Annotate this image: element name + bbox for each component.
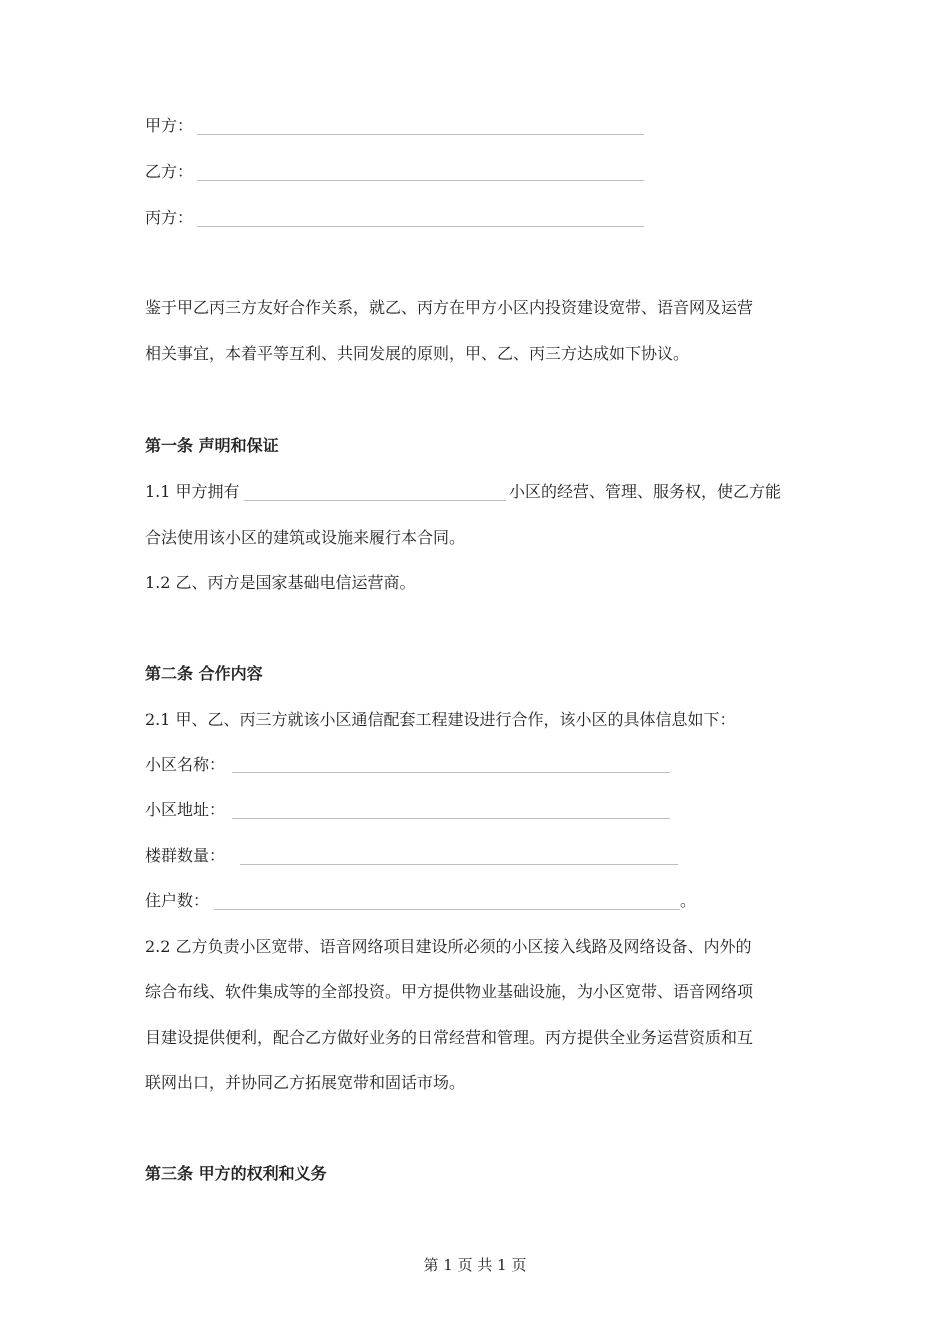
clause-2-2-line-1: 2.2 乙方负责小区宽带、语音网络项目建设所必须的小区接入线路及网络设备、内外的 bbox=[145, 937, 752, 956]
community-name-field[interactable] bbox=[232, 772, 670, 773]
party-b-blank[interactable] bbox=[197, 180, 644, 181]
clause-1-1-line-2: 合法使用该小区的建筑或设施来履行本合同。 bbox=[145, 528, 466, 547]
community-address-label: 小区地址： bbox=[145, 800, 226, 819]
clause-2-2-line-3: 目建设提供便利，配合乙方做好业务的日常经营和管理。丙方提供全业务运营资质和互 bbox=[145, 1028, 754, 1047]
party-a-label: 甲方： bbox=[145, 116, 194, 135]
clause-1-1-suffix: 小区的经营、管理、服务权，使乙方能 bbox=[509, 482, 782, 501]
article-1-title: 第一条 声明和保证 bbox=[145, 436, 279, 455]
community-address-field[interactable] bbox=[232, 818, 670, 819]
household-count-field[interactable] bbox=[214, 909, 680, 910]
community-name-blank[interactable] bbox=[244, 500, 506, 501]
party-b-label: 乙方： bbox=[145, 162, 194, 181]
preamble-line-2: 相关事宜，本着平等互利、共同发展的原则，甲、乙、丙三方达成如下协议。 bbox=[145, 344, 690, 363]
party-c-label: 丙方： bbox=[145, 208, 194, 227]
building-count-field[interactable] bbox=[240, 864, 678, 865]
household-count-label: 住户数： bbox=[145, 891, 210, 910]
article-2-title: 第二条 合作内容 bbox=[145, 664, 263, 683]
page-number: 第 1 页 共 1 页 bbox=[423, 1256, 527, 1274]
household-count-end: 。 bbox=[680, 891, 697, 910]
clause-1-1-prefix: 1.1 甲方拥有 bbox=[145, 482, 240, 501]
clause-2-2-line-2: 综合布线、软件集成等的全部投资。甲方提供物业基础设施，为小区宽带、语音网络项 bbox=[145, 982, 754, 1001]
article-3-title: 第三条 甲方的权利和义务 bbox=[145, 1164, 327, 1183]
clause-2-1: 2.1 甲、乙、丙三方就该小区通信配套工程建设进行合作，该小区的具体信息如下： bbox=[145, 710, 736, 729]
building-count-label: 楼群数量： bbox=[145, 846, 226, 865]
clause-2-2-line-4: 联网出口，并协同乙方拓展宽带和固话市场。 bbox=[145, 1073, 466, 1092]
clause-1-2: 1.2 乙、丙方是国家基础电信运营商。 bbox=[145, 573, 416, 592]
party-a-blank[interactable] bbox=[197, 134, 644, 135]
community-name-label: 小区名称： bbox=[145, 755, 226, 774]
preamble-line-1: 鉴于甲乙丙三方友好合作关系，就乙、丙方在甲方小区内投资建设宽带、语音网及运营 bbox=[145, 298, 754, 317]
party-c-blank[interactable] bbox=[197, 226, 644, 227]
